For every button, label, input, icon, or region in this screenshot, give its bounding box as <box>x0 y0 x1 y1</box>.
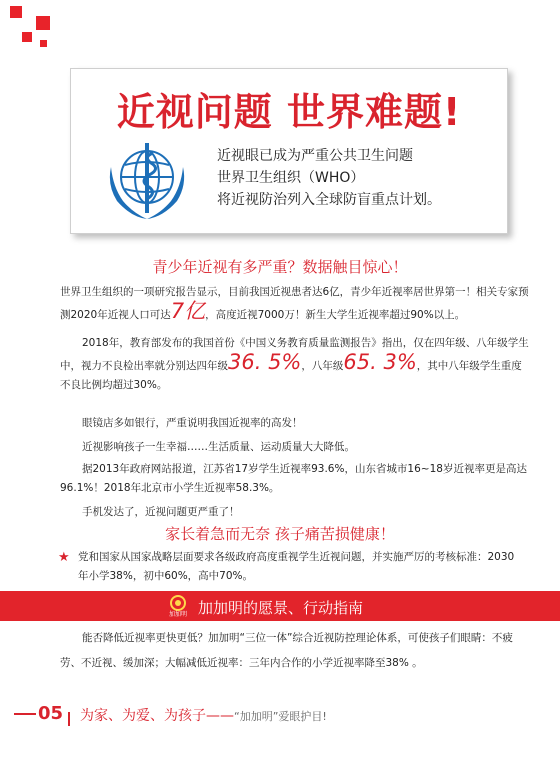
footer-divider <box>14 713 36 715</box>
who-emblem-icon <box>101 137 193 223</box>
paragraph: 眼镜店多如银行，严重说明我国近视率的高发！ <box>82 417 303 429</box>
corner-square <box>10 6 22 18</box>
who-banner <box>70 68 508 234</box>
highlight-number: 7亿 <box>170 299 206 323</box>
paragraph: 手机发达了，近视问题更严重了！ <box>82 506 240 518</box>
banner-text <box>217 145 441 211</box>
section-bar <box>0 591 560 621</box>
paragraph: 能否降低近视率更快更低？加加明“三位一体”综合近视防控理论体系，可使孩子们眼睛：不疲劳、不近视、缓加深；大幅减低近视率：三年内合作的小学近视率降至38% 。 <box>60 632 513 669</box>
highlight-number: 65. 3% <box>343 350 417 374</box>
footer-divider <box>68 712 70 726</box>
paragraph: 党和国家从国家战略层面要求各级政府高度重视学生近视问题，并实施严厉的考核标准：2030年小学38%，初中60%，高中70%。 <box>78 551 515 582</box>
paragraph: 2018年，教育部发布的我国首份《中国义务教育质量监测报告》指出，仅在四年级、八年级学生中，视力不良检出率就分别达四年级36. 5%，八年级65. 3%，其中八年级学生重度不良比例均超过30%。 <box>60 337 529 391</box>
banner-title: 近视问题 世界难题! <box>116 90 462 134</box>
section-heading: 加加明的愿景、行动指南 <box>198 599 364 617</box>
section-heading: 青少年近视有多严重？数据触目惊心！ <box>152 258 408 276</box>
corner-square <box>40 40 47 47</box>
footer-slogan: 为家、为爱、为孩子——“加加明”爱眼护目! <box>80 708 327 724</box>
paragraph: 世界卫生组织的一项研究报告显示，目前我国近视患者达6亿，青少年近视率居世界第一！相关专家预测2020年近视人口可达7亿，高度近视7000万！新生大学生近视率超过90%以上。 <box>60 286 529 323</box>
banner-line: 世界卫生组织（WHO） <box>217 170 365 186</box>
paragraph: 近视影响孩子一生幸福……生活质量、运动质量大大降低。 <box>82 441 355 453</box>
paragraph: 据2013年政府网站报道，江苏省17岁学生近视率93.6%，山东省城市16~18岁近视率更是高达96.1%！2018年北京市小学生近视率58.3%。 <box>60 463 527 494</box>
highlight-number: 36. 5% <box>228 350 302 374</box>
section-heading: 家长着急而无奈 孩子痛苦损健康！ <box>165 525 395 543</box>
star-icon: ★ <box>58 550 70 565</box>
corner-square <box>22 32 32 42</box>
jiajiaming-logo-icon <box>165 594 191 618</box>
banner-line: 将近视防治列入全球防盲重点计划。 <box>217 192 441 208</box>
banner-line: 近视眼已成为严重公共卫生问题 <box>217 148 413 164</box>
page-number: 05 <box>38 703 64 724</box>
corner-square <box>36 16 50 30</box>
svg-text:加加明: 加加明 <box>168 611 188 618</box>
